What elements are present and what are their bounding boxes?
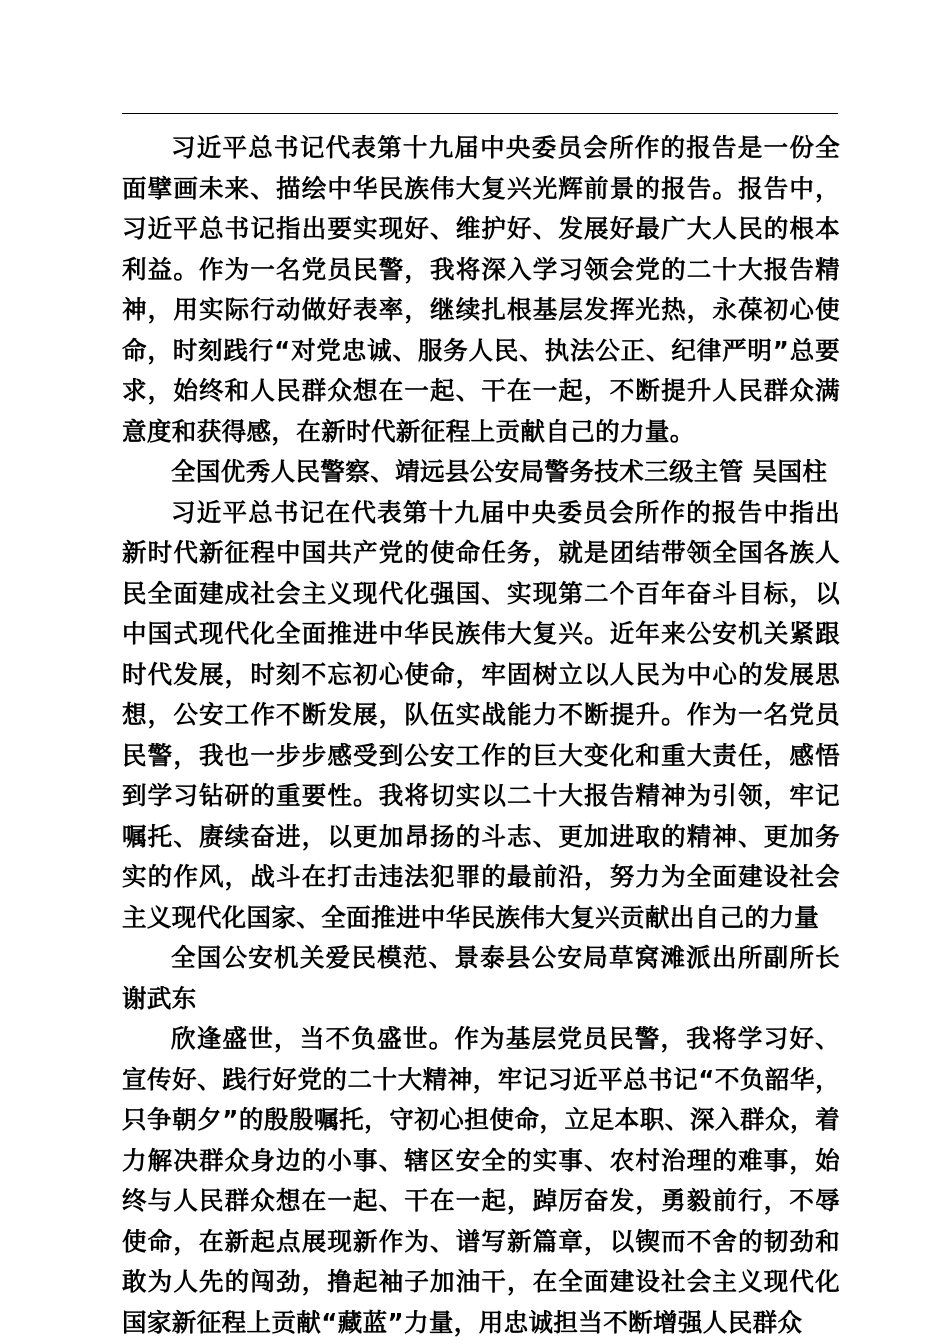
paragraph-xie-attribution: 全国公安机关爱民模范、景泰县公安局草窝滩派出所副所长 谢武东: [122, 943, 840, 1013]
header-rule: [122, 113, 838, 114]
paragraph-wu-statement: 习近平总书记代表第十九届中央委员会所作的报告是一份全面擘画未来、描绘中华民族伟大复兴光辉前景的报告。报告中，习近平总书记指出要实现好、维护好、发展好最广大人民的根本利益。作为一名党员民警，我将深入学习领会党的二十大报告精神，用实际行动做好表率，继续扎根基层发挥光热，永葆初心使命，时刻践行“对党忠诚、服务人民、执法公正、纪律严明”总要求，始终和人民群众想在一起、干在一起，不断提升人民群众满意度和获得感，在新时代新征程上贡献自己的力量。: [122, 133, 840, 446]
document-body: [122, 128, 840, 1343]
paragraph-third-statement: 欣逢盛世，当不负盛世。作为基层党员民警，我将学习好、宣传好、践行好党的二十大精神，牢记习近平总书记“不负韶华，只争朝夕”的殷殷嘱托，守初心担使命，立足本职、深入群众，着力解决群众身边的小事、辖区安全的实事、农村治理的难事，始终与人民群众想在一起、干在一起，踔厉奋发，勇毅前行，不辱使命，在新起点展现新作为、谱写新篇章，以锲而不舍的韧劲和敢为人先的闯劲，撸起袖子加油干，在全面建设社会主义现代化国家新征程上贡献“藏蓝”力量，用忠诚担当不断增强人民群众: [122, 1024, 840, 1337]
paragraph-xie-statement: 习近平总书记在代表第十九届中央委员会所作的报告中指出新时代新征程中国共产党的使命任务，就是团结带领全国各族人民全面建成社会主义现代化强国、实现第二个百年奋斗目标，以中国式现代化全面推进中华民族伟大复兴。近年来公安机关紧跟时代发展，时刻不忘初心使命，牢固树立以人民为中心的发展思想，公安工作不断发展，队伍实战能力不断提升。作为一名党员民警，我也一步步感受到公安工作的巨大变化和重大责任，感悟到学习钻研的重要性。我将切实以二十大报告精神为引领，牢记嘱托、赓续奋进，以更加昂扬的斗志、更加进取的精神、更加务实的作风，战斗在打击违法犯罪的最前沿，努力为全面建设社会主义现代化国家、全面推进中华民族伟大复兴贡献出自己的力量: [122, 497, 840, 932]
paragraph-wu-attribution: 全国优秀人民警察、靖远县公安局警务技术三级主管 吴国柱: [171, 457, 828, 486]
